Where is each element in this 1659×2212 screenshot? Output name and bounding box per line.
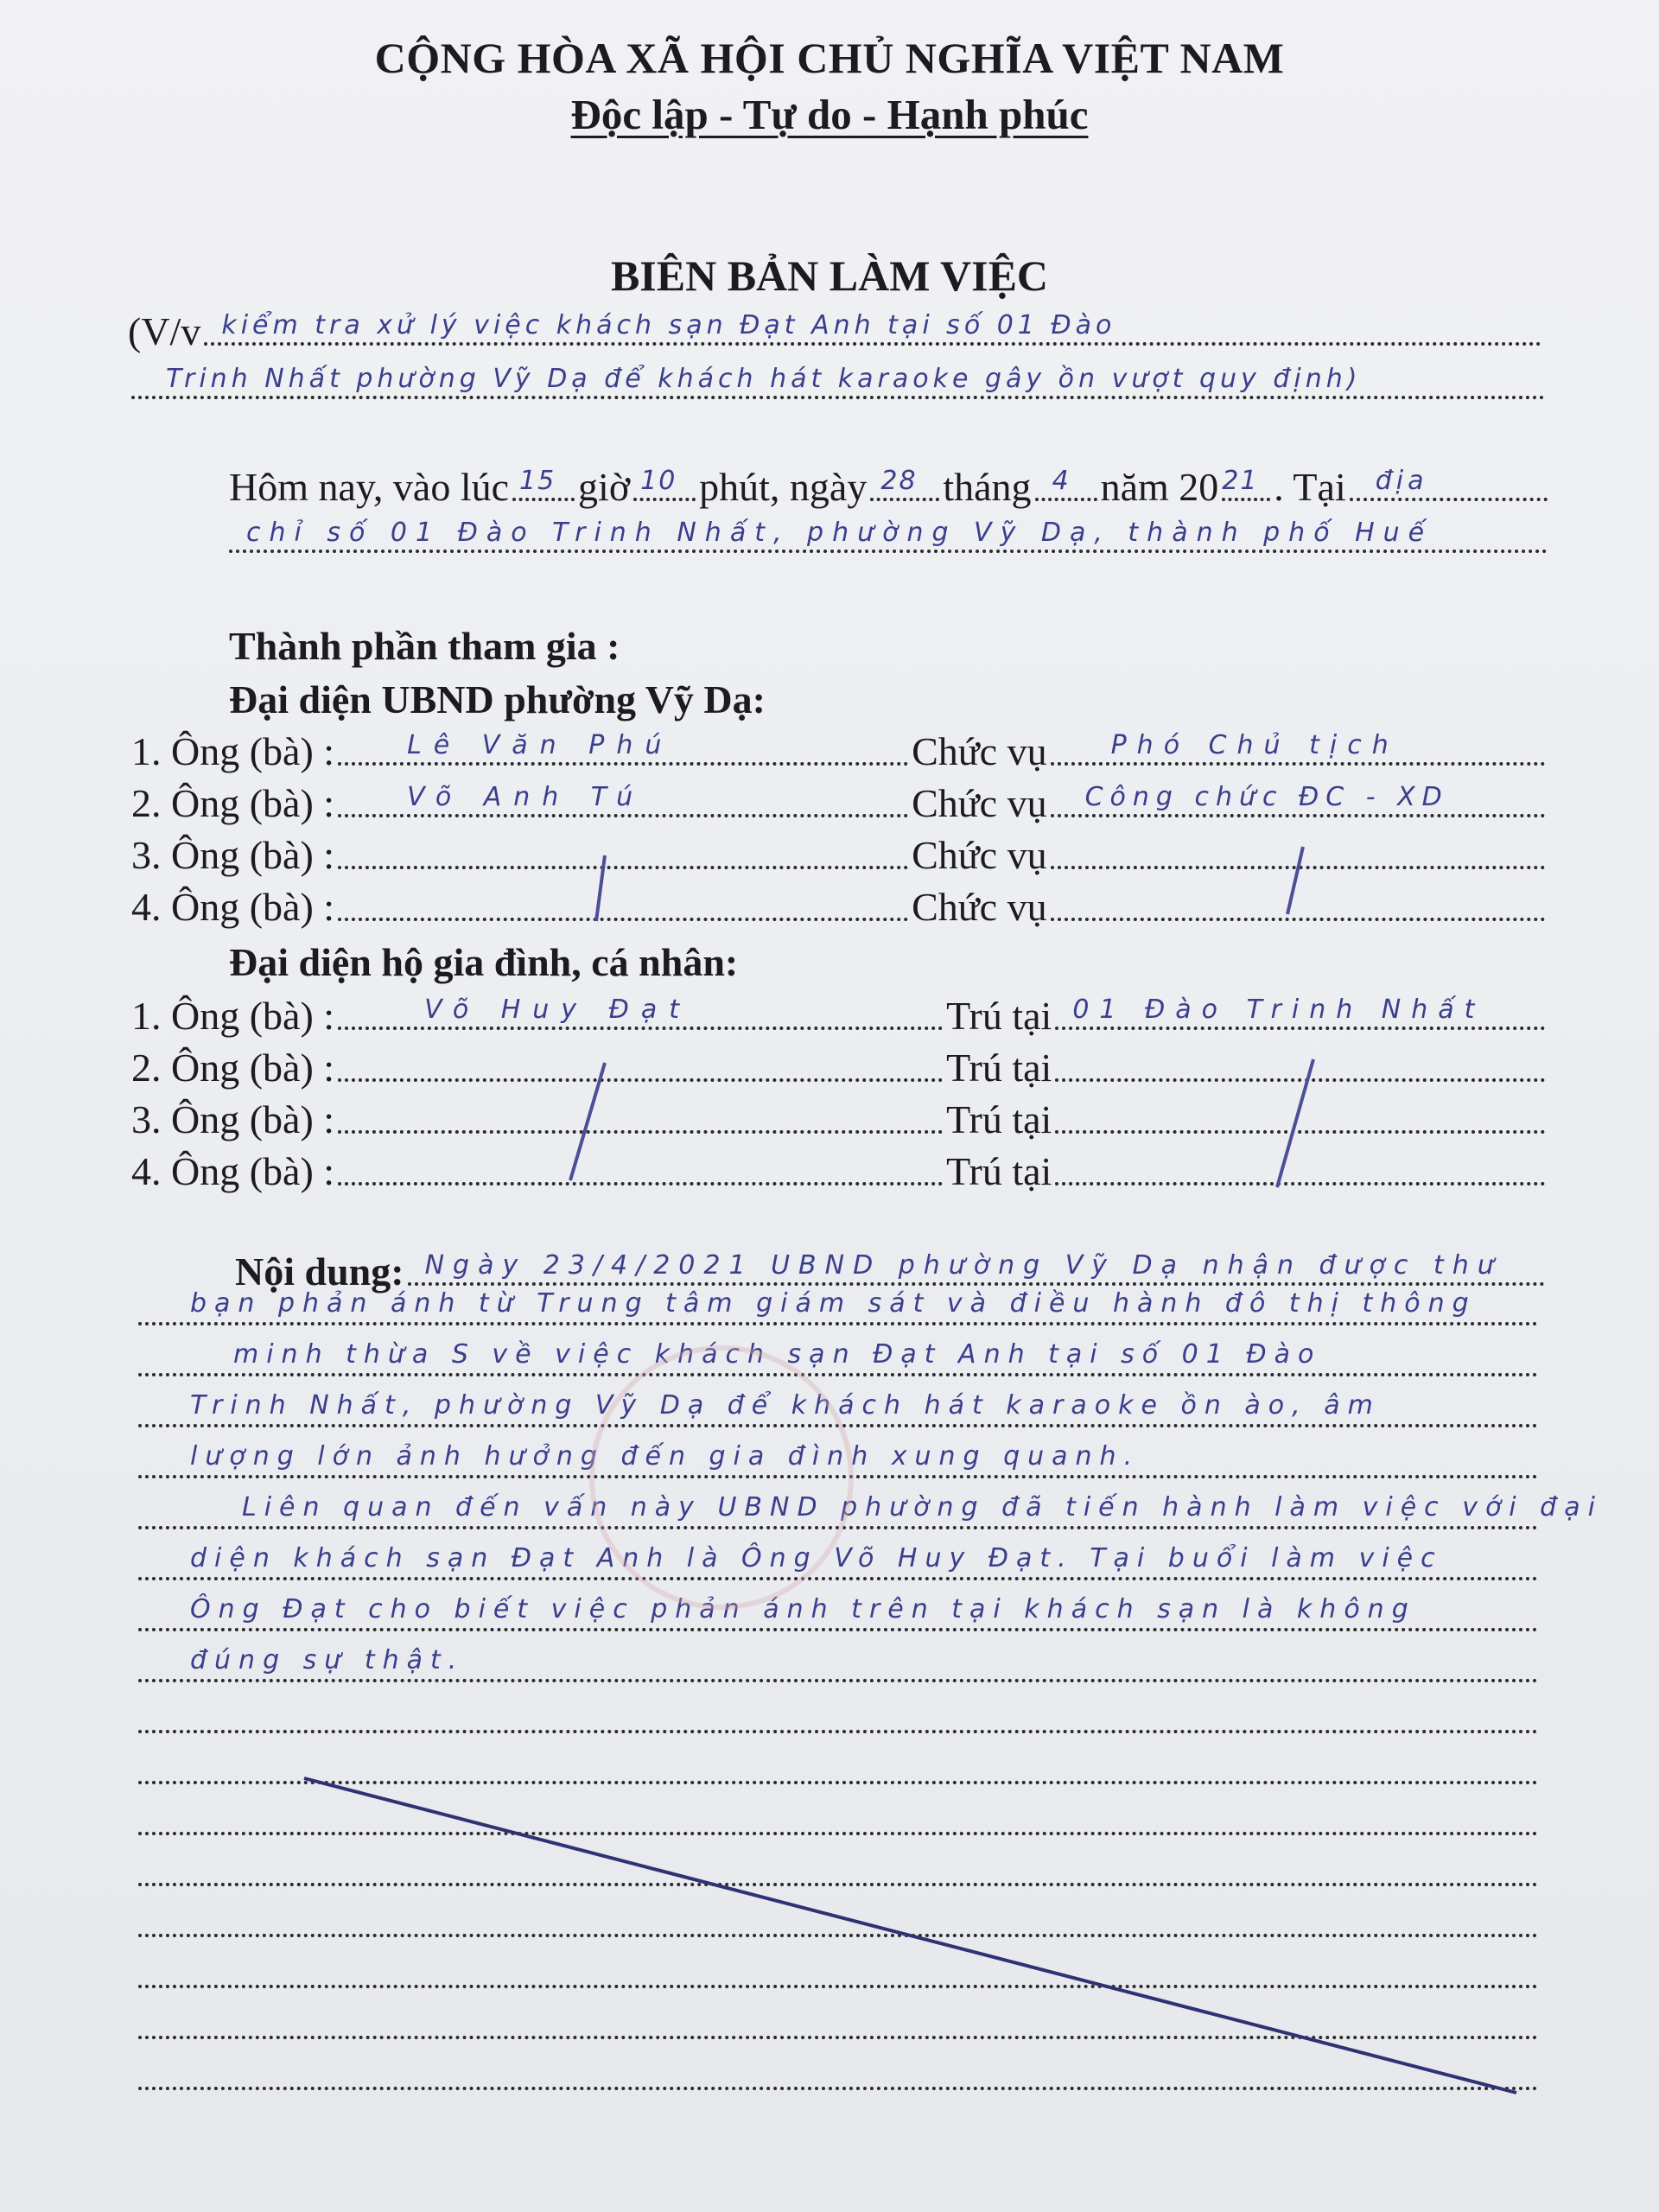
at-label: . Tại bbox=[1274, 465, 1346, 509]
today-label: Hôm nay, vào lúc bbox=[229, 465, 510, 509]
minute-label: phút, ngày bbox=[699, 465, 868, 509]
subject-handwriting-1: kiểm tra xử lý việc khách sạn Đạt Anh tại số 01 Đào bbox=[221, 310, 1116, 340]
content-handwriting: Trinh Nhất, phường Vỹ Dạ để khách hát karaoke ồn ào, âm bbox=[190, 1390, 1381, 1421]
residence-label: Trú tại bbox=[946, 994, 1052, 1038]
row-number: 3. bbox=[131, 1097, 162, 1141]
name-value: Võ Huy Đạt bbox=[424, 995, 691, 1025]
day-value: 28 bbox=[880, 466, 918, 496]
person-label: Ông (bà) : bbox=[171, 833, 335, 877]
content-handwriting: Liên quan đến vấn này UBND phường đã tiến hành làm việc với đại bbox=[242, 1492, 1603, 1522]
year-label: năm 20 bbox=[1100, 465, 1219, 509]
national-motto: Độc lập - Tự do - Hạnh phúc bbox=[570, 91, 1089, 138]
location-value-1: địa bbox=[1375, 466, 1428, 496]
person-label: Ông (bà) : bbox=[171, 729, 335, 773]
address-value: 01 Đào Trinh Nhất bbox=[1072, 995, 1485, 1025]
minute-value: 10 bbox=[640, 466, 677, 496]
content-handwriting: đúng sự thật. bbox=[190, 1645, 465, 1675]
person-label: Ông (bà) : bbox=[171, 1097, 335, 1141]
hour-value: 15 bbox=[519, 466, 556, 496]
content-handwriting: bạn phản ánh từ Trung tâm giám sát và điều hành đô thị thông bbox=[190, 1288, 1477, 1319]
row-number: 2. bbox=[131, 781, 162, 825]
name-value: Lê Văn Phú bbox=[407, 730, 674, 760]
blank-slash bbox=[1287, 847, 1303, 914]
household-heading: Đại diện hộ gia đình, cá nhân: bbox=[229, 940, 739, 984]
position-label: Chức vụ bbox=[912, 885, 1047, 929]
content-label: Nội dung: bbox=[235, 1249, 404, 1294]
location-value-2: chỉ số 01 Đào Trinh Nhất, phường Vỹ Dạ, thành phố Huế bbox=[246, 518, 1433, 548]
ubnd-heading: Đại diện UBND phường Vỹ Dạ: bbox=[229, 677, 766, 721]
row-number: 4. bbox=[131, 885, 162, 929]
position-label: Chức vụ bbox=[912, 781, 1047, 825]
faded-stamp bbox=[592, 1348, 851, 1607]
national-title: CỘNG HÒA XÃ HỘI CHỦ NGHĨA VIỆT NAM bbox=[374, 34, 1285, 82]
row-number: 1. bbox=[131, 729, 162, 773]
residence-label: Trú tại bbox=[946, 1097, 1052, 1141]
participants-heading: Thành phần tham gia : bbox=[229, 624, 620, 668]
residence-label: Trú tại bbox=[946, 1149, 1052, 1193]
month-value: 4 bbox=[1052, 466, 1073, 496]
content-handwriting-first: Ngày 23/4/2021 UBND phường Vỹ Dạ nhận được thư bbox=[424, 1250, 1503, 1281]
name-value: Võ Anh Tú bbox=[407, 782, 645, 812]
row-number: 4. bbox=[131, 1149, 162, 1193]
row-number: 3. bbox=[131, 833, 162, 877]
blank-slash bbox=[1277, 1059, 1313, 1187]
residence-label: Trú tại bbox=[946, 1046, 1052, 1090]
content-handwriting: minh thừa S về việc khách sạn Đạt Anh tại số 01 Đào bbox=[233, 1339, 1322, 1370]
blank-slash bbox=[596, 855, 605, 921]
row-number: 1. bbox=[131, 994, 162, 1038]
person-label: Ông (bà) : bbox=[171, 1149, 335, 1193]
person-label: Ông (bà) : bbox=[171, 885, 335, 929]
row-number: 2. bbox=[131, 1046, 162, 1090]
position-label: Chức vụ bbox=[912, 729, 1047, 773]
month-label: tháng bbox=[943, 465, 1032, 509]
content-handwriting: lượng lớn ảnh hưởng đến gia đình xung quanh. bbox=[190, 1441, 1141, 1471]
position-value: Công chức ĐC - XD bbox=[1084, 782, 1449, 812]
position-value: Phó Chủ tịch bbox=[1110, 730, 1399, 760]
content-handwriting: Ông Đạt cho biết việc phản ánh trên tại khách sạn là không bbox=[190, 1594, 1416, 1624]
person-label: Ông (bà) : bbox=[171, 1046, 335, 1090]
subject-label: (V/v bbox=[128, 309, 201, 353]
document-title: BIÊN BẢN LÀM VIỆC bbox=[610, 251, 1049, 300]
cancel-stroke bbox=[304, 1778, 1516, 2093]
position-label: Chức vụ bbox=[912, 833, 1047, 877]
subject-handwriting-2: Trinh Nhất phường Vỹ Dạ để khách hát karaoke gây ồn vượt quy định) bbox=[166, 364, 1362, 394]
year-value: 21 bbox=[1222, 466, 1259, 496]
person-label: Ông (bà) : bbox=[171, 781, 335, 825]
content-handwriting: diện khách sạn Đạt Anh là Ông Võ Huy Đạt. Tại buổi làm việc bbox=[190, 1543, 1443, 1573]
blank-slash bbox=[570, 1063, 605, 1180]
hour-label: giờ bbox=[578, 465, 631, 509]
person-label: Ông (bà) : bbox=[171, 994, 335, 1038]
